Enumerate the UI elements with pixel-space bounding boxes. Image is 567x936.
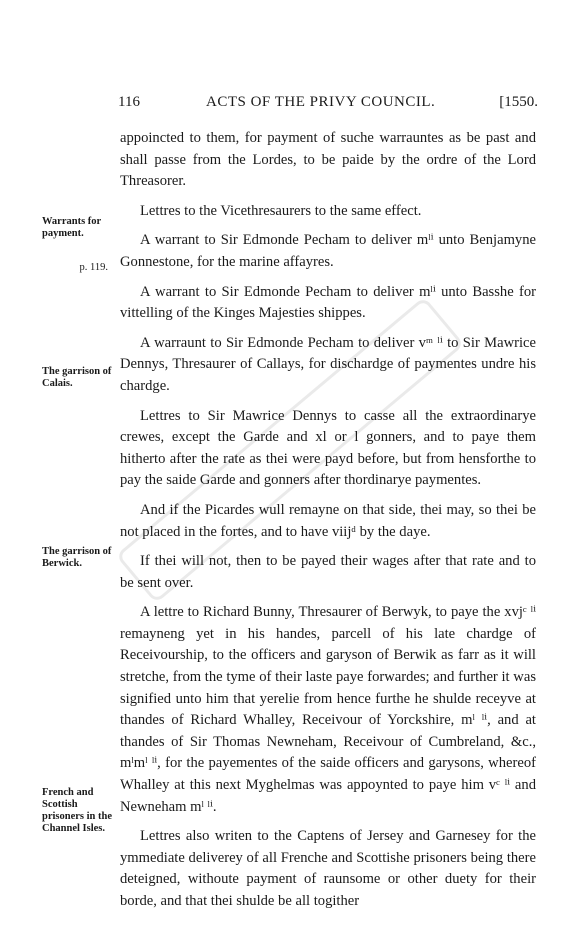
sidenote-warrants: Warrants for payment. [42,216,102,239]
sidenote-channel-isles: French and Scottish prisoners in the Channel Isles. [42,787,113,834]
paragraph: A warrant to Sir Edmonde Pecham to deliver mˡⁱ unto Benjamyne Gonnestone, for the marine affayres. [120,232,536,270]
paragraph: A lettre to Richard Bunny, Thresaurer of Berwyk, to paye the xvjᶜ ˡⁱ remayneng yet in his handes, parcell of his late chardge of Receivourship, to the officers and garyson of Berwik as farr as it will stretche, from the tyme of their laste paye forwardes; and further it was signified unto him that yerelie from hence furthe he shulde receyve at thandes of Richard Whalley, Receivour of Yorckshire, mˡ ˡⁱ, and at thandes of Sir Thomas Newneham, Receivour of Cumbreland, &c., mˡmˡ ˡⁱ, for the payementes of the saide officers and garysons, whereof Whalley at this next Myghelmas was appoynted to paye him vᶜ ˡⁱ and Newneham mˡ ˡⁱ. [120,604,536,815]
paragraph: Lettres to Sir Mawrice Dennys to casse all the extraordinarye crewes, except the Garde and xl or l gonners, and to paye them hitherto after the rate as thei were payd before, but from hensforthe to pay the saide Garde and gonners after thordinarye paymentes. [120,407,536,489]
paragraph: A warraunt to Sir Edmonde Pecham to deliver vᵐ ˡⁱ to Sir Mawrice Dennys, Thresaurer of Callays, for dischardge of paymentes undre his chardge. [120,334,536,394]
paragraph: If thei will not, then to be payed their wages after that rate and to be sent over. [120,553,536,591]
page-number: 116 [118,94,140,110]
paragraph: Lettres to the Vicethresaurers to the same effect. [140,202,422,219]
sidenote-berwick: The garrison of Berwick. [42,546,112,569]
running-title: ACTS OF THE PRIVY COUNCIL. [206,94,436,110]
paragraph: And if the Picardes wull remayne on that side, thei may, so thei be not placed in the fortes, and to have viijᵈ by the daye. [120,501,536,540]
paragraph: A warrant to Sir Edmonde Pecham to deliver mˡⁱ unto Basshe for vittelling of the Kinges Majesties shippes. [120,283,536,322]
sidenote-calais: The garrison of Calais. [42,366,112,389]
year: [1550. [499,94,538,110]
body-text [120,128,536,921]
running-header [118,94,538,116]
paragraph: appoincted to them, for payment of suche warrauntes as be past and shall passe from the Lordes, to be paide by the ordre of the Lord Threasorer. [120,130,536,190]
paragraph: Lettres also writen to the Captens of Jersey and Garnesey for the ymmediate deliverey of all Frenche and Scottishe prisoners being there deteigned, withoute payment of raunsome or other duety for their borde, and that thei shulde be all togither [120,828,536,909]
sidenote-page-ref: p. 119. [79,262,108,273]
